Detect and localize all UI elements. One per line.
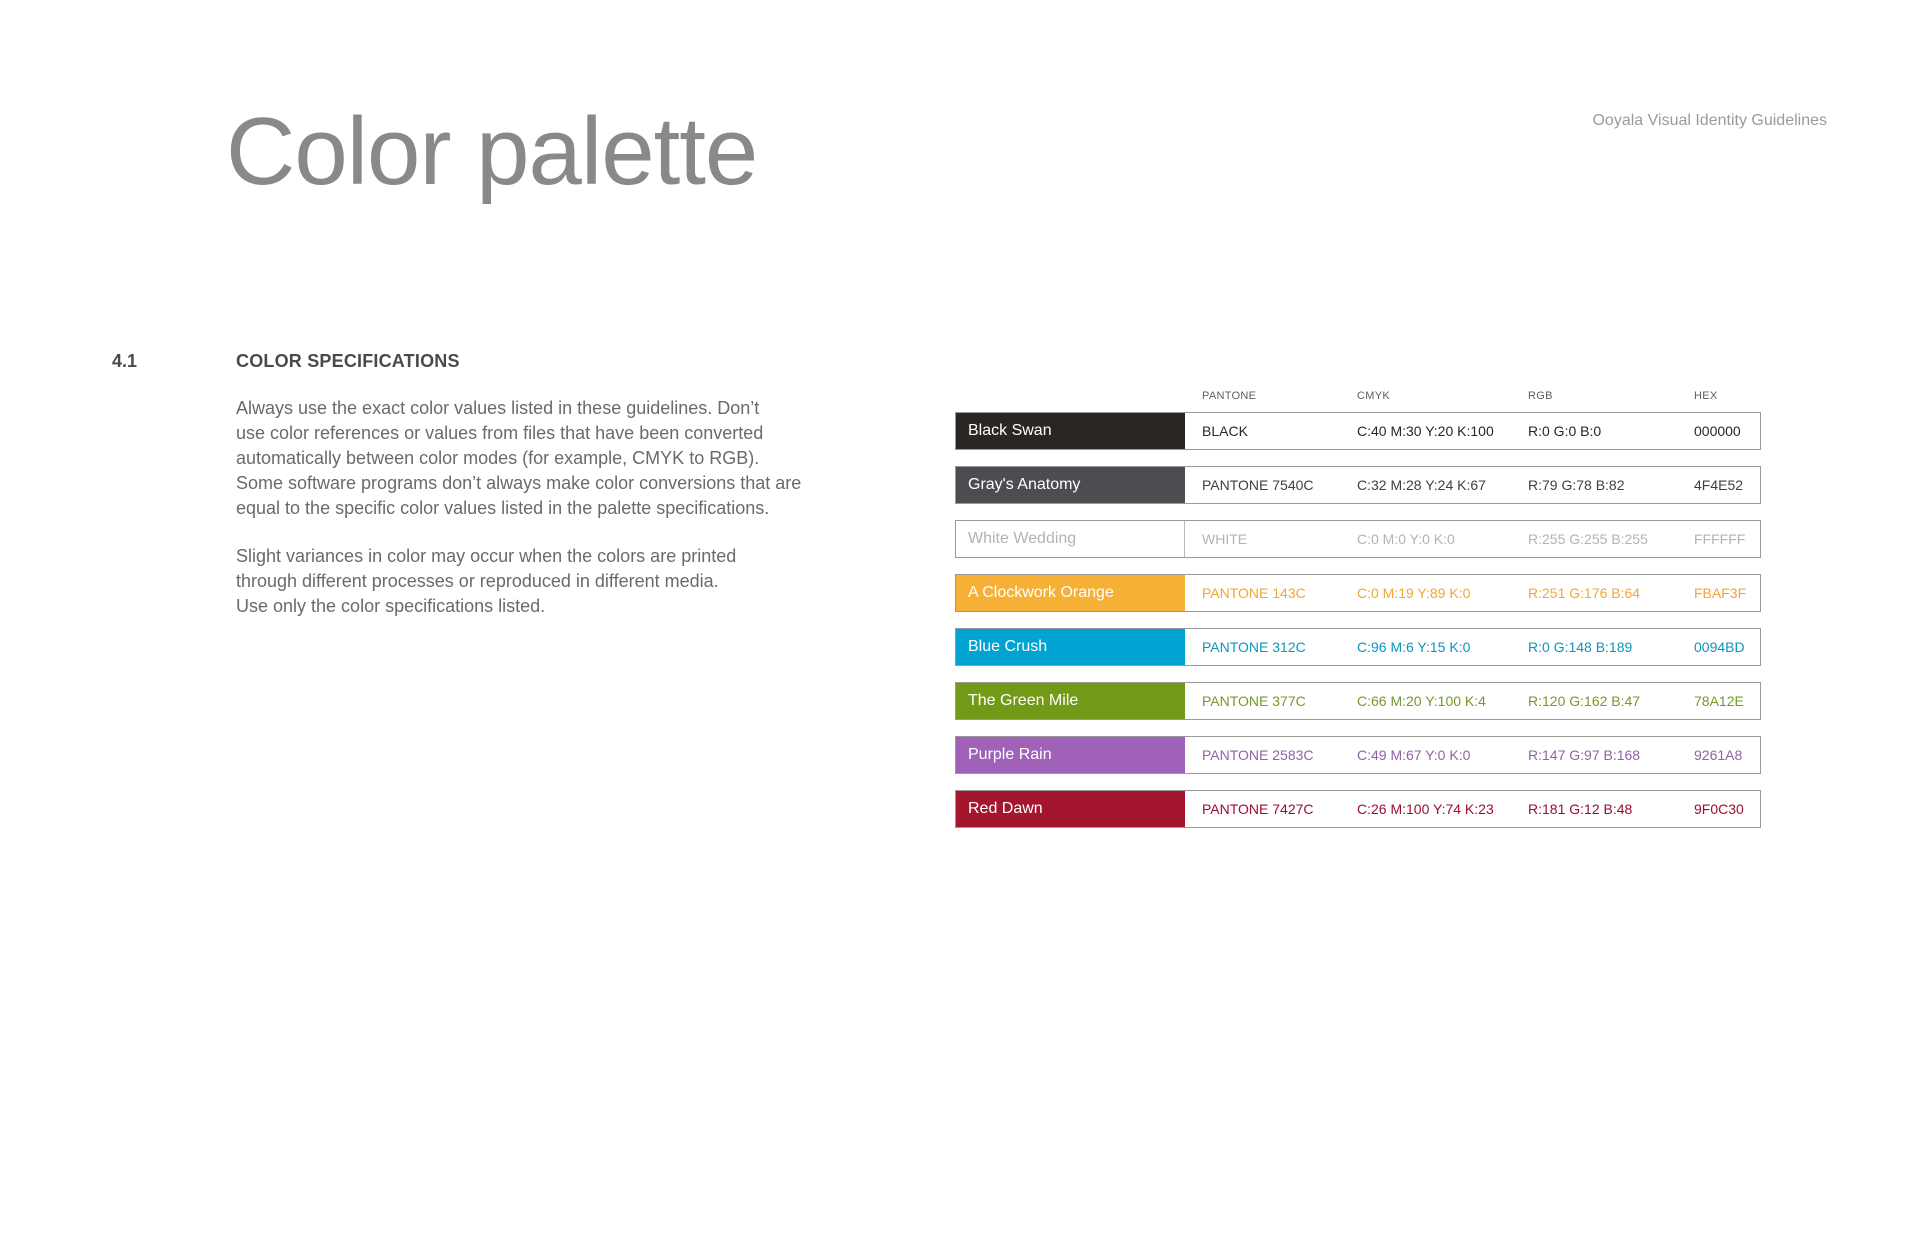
color-pantone-value: PANTONE 7540C (1202, 477, 1314, 493)
color-cmyk-value: C:0 M:19 Y:89 K:0 (1357, 585, 1471, 601)
running-header: Ooyala Visual Identity Guidelines (1592, 112, 1827, 129)
body-copy (236, 396, 836, 642)
body-line: through different processes or reproduced in different media. (236, 571, 719, 591)
column-header-cmyk: CMYK (1357, 390, 1390, 402)
color-cmyk-value: C:96 M:6 Y:15 K:0 (1357, 639, 1471, 655)
color-hex-value: 000000 (1694, 423, 1741, 439)
color-row (955, 790, 1761, 828)
color-pantone-value: PANTONE 2583C (1202, 747, 1314, 763)
color-rgb-value: R:79 G:78 B:82 (1528, 477, 1625, 493)
color-cmyk-value: C:40 M:30 Y:20 K:100 (1357, 423, 1494, 439)
color-cmyk-value: C:66 M:20 Y:100 K:4 (1357, 693, 1486, 709)
color-hex-value: FFFFFF (1694, 531, 1746, 547)
column-header-rgb: RGB (1528, 390, 1553, 402)
section-heading: COLOR SPECIFICATIONS (236, 351, 460, 371)
color-rows (955, 412, 1761, 828)
paragraph-color-values (236, 396, 836, 521)
body-line: equal to the specific color values listed in the palette specifications. (236, 498, 770, 518)
body-line: use color references or values from files that have been converted (236, 423, 764, 443)
color-cmyk-value: C:49 M:67 Y:0 K:0 (1357, 747, 1471, 763)
color-pantone-value: PANTONE 143C (1202, 585, 1306, 601)
body-line: Use only the color specifications listed. (236, 596, 546, 616)
section-number: 4.1 (112, 351, 138, 371)
color-swatch-name: The Green Mile (956, 683, 1185, 719)
color-row (955, 682, 1761, 720)
body-line: Slight variances in color may occur when the colors are printed (236, 546, 737, 566)
color-rgb-value: R:147 G:97 B:168 (1528, 747, 1641, 763)
color-pantone-value: WHITE (1202, 531, 1248, 547)
body-line: Some software programs don’t always make color conversions that are (236, 473, 802, 493)
color-pantone-value: PANTONE 312C (1202, 639, 1306, 655)
color-cmyk-value: C:26 M:100 Y:74 K:23 (1357, 801, 1494, 817)
color-pantone-value: BLACK (1202, 423, 1248, 439)
color-row (955, 574, 1761, 612)
body-line: Always use the exact color values listed in these guidelines. Don’t (236, 398, 760, 418)
body-line: automatically between color modes (for example, CMYK to RGB). (236, 448, 760, 468)
color-swatch-name: Gray's Anatomy (956, 467, 1185, 503)
color-hex-value: 9F0C30 (1694, 801, 1744, 817)
page-title: Color palette (226, 98, 758, 205)
color-rgb-value: R:251 G:176 B:64 (1528, 585, 1641, 601)
color-cmyk-value: C:32 M:28 Y:24 K:67 (1357, 477, 1486, 493)
color-hex-value: 9261A8 (1694, 747, 1743, 763)
color-pantone-value: PANTONE 377C (1202, 693, 1306, 709)
color-hex-value: FBAF3F (1694, 585, 1747, 601)
color-row (955, 520, 1761, 558)
color-spec-table (955, 388, 1761, 828)
color-row (955, 736, 1761, 774)
column-headers (955, 388, 1761, 412)
color-hex-value: 0094BD (1694, 639, 1745, 655)
paragraph-variances (236, 544, 836, 619)
color-rgb-value: R:0 G:0 B:0 (1528, 423, 1602, 439)
column-header-pantone: PANTONE (1202, 390, 1257, 402)
color-swatch-name: Blue Crush (956, 629, 1185, 665)
color-rgb-value: R:0 G:148 B:189 (1528, 639, 1633, 655)
color-rgb-value: R:120 G:162 B:47 (1528, 693, 1641, 709)
color-row (955, 412, 1761, 450)
color-swatch-name: A Clockwork Orange (956, 575, 1185, 611)
color-cmyk-value: C:0 M:0 Y:0 K:0 (1357, 531, 1455, 547)
color-pantone-value: PANTONE 7427C (1202, 801, 1314, 817)
color-hex-value: 4F4E52 (1694, 477, 1744, 493)
color-swatch-name: White Wedding (956, 521, 1185, 557)
color-swatch-name: Purple Rain (956, 737, 1185, 773)
color-row (955, 466, 1761, 504)
color-row (955, 628, 1761, 666)
color-rgb-value: R:181 G:12 B:48 (1528, 801, 1633, 817)
color-swatch-name: Red Dawn (956, 791, 1185, 827)
color-hex-value: 78A12E (1694, 693, 1744, 709)
color-rgb-value: R:255 G:255 B:255 (1528, 531, 1648, 547)
color-swatch-name: Black Swan (956, 413, 1185, 449)
column-header-hex: HEX (1694, 390, 1718, 402)
